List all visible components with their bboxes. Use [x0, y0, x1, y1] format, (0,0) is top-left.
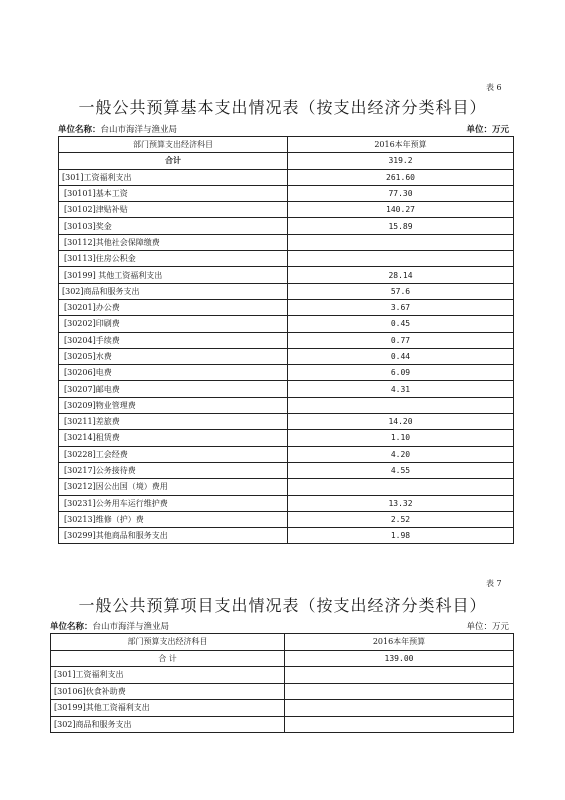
table-row [59, 430, 514, 446]
row-category: [30206]电费 [59, 365, 288, 381]
row-value: 1.98 [288, 528, 514, 544]
row-value: 0.45 [288, 316, 514, 332]
table-row [51, 700, 514, 717]
table-row [59, 462, 514, 478]
table-row [59, 365, 514, 381]
unit-measure-label: 单位： [466, 125, 492, 135]
table-row [51, 667, 514, 684]
row-value: 28.14 [288, 267, 514, 283]
row-category: [30199]其他工资福利支出 [51, 700, 285, 717]
header-budget: 2016本年预算 [288, 137, 514, 153]
row-value: 0.77 [288, 332, 514, 348]
unit-name: 台山市海洋与渔业局 [100, 125, 178, 135]
total-value: 319.2 [288, 153, 514, 169]
table-row [59, 283, 514, 299]
row-value: 15.89 [288, 218, 514, 234]
table-6-label: 表 6 [486, 83, 502, 92]
table-row [59, 495, 514, 511]
table-total-row [51, 650, 514, 667]
table-total-row [59, 153, 514, 169]
table-row [59, 528, 514, 544]
row-value [285, 716, 514, 733]
table-row [59, 218, 514, 234]
header-category: 部门预算支出经济科目 [51, 634, 285, 651]
table-row [59, 251, 514, 267]
row-category: [30199] 其他工资福利支出 [59, 267, 288, 283]
row-category: [30205]水费 [59, 348, 288, 364]
row-value [285, 700, 514, 717]
table-6 [58, 136, 514, 544]
unit-measure: 万元 [491, 125, 509, 135]
unit-measure: 万元 [491, 622, 509, 632]
table-header-row [59, 137, 514, 153]
row-value: 2.52 [288, 511, 514, 527]
row-value: 57.6 [288, 283, 514, 299]
row-category: [30213]维修（护）费 [59, 511, 288, 527]
row-value: 4.55 [288, 462, 514, 478]
table-row [51, 716, 514, 733]
unit-measure-label: 单位： [466, 622, 492, 632]
row-value [285, 683, 514, 700]
row-category: [30212]因公出国（境）费用 [59, 479, 288, 495]
table-row [59, 511, 514, 527]
unit-name: 台山市海洋与渔业局 [92, 622, 170, 632]
table-row [59, 202, 514, 218]
header-budget: 2016本年预算 [285, 634, 514, 651]
table-row [59, 185, 514, 201]
row-value: 140.27 [288, 202, 514, 218]
table-row [59, 234, 514, 250]
row-value [288, 479, 514, 495]
row-value: 1.10 [288, 430, 514, 446]
row-value: 13.32 [288, 495, 514, 511]
table-row [59, 348, 514, 364]
row-category: [30209]物业管理费 [59, 397, 288, 413]
table-row [59, 414, 514, 430]
table-row [59, 267, 514, 283]
row-value: 4.31 [288, 381, 514, 397]
row-category: [30207]邮电费 [59, 381, 288, 397]
table-row [59, 446, 514, 462]
table-7-title: 一般公共预算项目支出情况表（按支出经济分类科目） [78, 596, 487, 615]
row-category: [30214]租赁费 [59, 430, 288, 446]
row-value: 77.30 [288, 185, 514, 201]
table-row [59, 397, 514, 413]
row-category: [302]商品和服务支出 [59, 283, 288, 299]
table-6-title: 一般公共预算基本支出情况表（按支出经济分类科目） [78, 98, 487, 117]
unit-name-label: 单位名称： [58, 125, 101, 135]
row-category: [30102]津贴补贴 [59, 202, 288, 218]
table-row [59, 299, 514, 315]
total-value: 139.00 [285, 650, 514, 667]
row-category: [30112]其他社会保障缴费 [59, 234, 288, 250]
row-value [288, 234, 514, 250]
row-value [288, 251, 514, 267]
row-category: [30211]差旅费 [59, 414, 288, 430]
row-category: [30103]奖金 [59, 218, 288, 234]
row-category: [301]工资福利支出 [51, 667, 285, 684]
table-row [51, 683, 514, 700]
table-row [59, 479, 514, 495]
table-row [59, 381, 514, 397]
table-row [59, 316, 514, 332]
row-category: [30106]伙食补助费 [51, 683, 285, 700]
row-category: [301]工资福利支出 [59, 169, 288, 185]
row-value: 4.20 [288, 446, 514, 462]
row-category: [30202]印刷费 [59, 316, 288, 332]
row-category: [30299]其他商品和服务支出 [59, 528, 288, 544]
row-category: [30217]公务接待费 [59, 462, 288, 478]
row-value: 14.20 [288, 414, 514, 430]
table-header-row [51, 634, 514, 651]
row-value: 0.44 [288, 348, 514, 364]
header-category: 部门预算支出经济科目 [59, 137, 288, 153]
row-category: [30113]住房公积金 [59, 251, 288, 267]
row-category: [30201]办公费 [59, 299, 288, 315]
row-category: [30231]公务用车运行维护费 [59, 495, 288, 511]
table-7 [50, 633, 514, 733]
row-value: 6.09 [288, 365, 514, 381]
table-7-label: 表 7 [486, 579, 502, 588]
row-category: [30228]工会经费 [59, 446, 288, 462]
total-label: 合计 [59, 153, 288, 169]
unit-name-label: 单位名称： [50, 622, 93, 632]
total-label: 合 计 [51, 650, 285, 667]
row-category: [30101]基本工资 [59, 185, 288, 201]
row-category: [302]商品和服务支出 [51, 716, 285, 733]
row-value: 261.60 [288, 169, 514, 185]
table-row [59, 332, 514, 348]
row-value [288, 397, 514, 413]
row-value [285, 667, 514, 684]
table-row [59, 169, 514, 185]
row-value: 3.67 [288, 299, 514, 315]
row-category: [30204]手续费 [59, 332, 288, 348]
